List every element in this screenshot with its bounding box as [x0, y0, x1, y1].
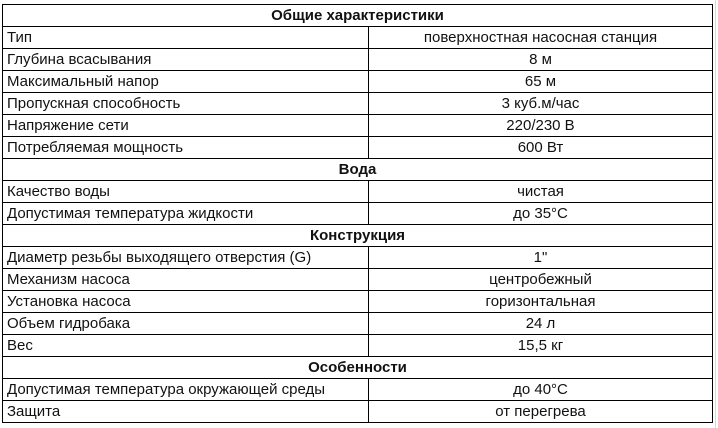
section-header-row: [3, 357, 713, 379]
section-title: Вода: [3, 159, 713, 181]
section-header-row: [3, 5, 713, 27]
table-row: [3, 71, 713, 93]
spec-value: 24 л: [369, 313, 713, 335]
specifications-table: [2, 4, 713, 423]
table-row: [3, 203, 713, 225]
spec-value: чистая: [369, 181, 713, 203]
table-row: [3, 335, 713, 357]
spec-value: 65 м: [369, 71, 713, 93]
table-row: [3, 115, 713, 137]
spec-value: 8 м: [369, 49, 713, 71]
table-row: [3, 27, 713, 49]
table-row: [3, 181, 713, 203]
table-row: [3, 137, 713, 159]
spec-label: Защита: [3, 401, 369, 423]
spec-value: поверхностная насосная станция: [369, 27, 713, 49]
spec-label: Потребляемая мощность: [3, 137, 369, 159]
spec-value: до 40°C: [369, 379, 713, 401]
spec-label: Тип: [3, 27, 369, 49]
table-row: [3, 269, 713, 291]
spec-value: 1": [369, 247, 713, 269]
spec-label: Максимальный напор: [3, 71, 369, 93]
spec-value: 15,5 кг: [369, 335, 713, 357]
spec-label: Установка насоса: [3, 291, 369, 313]
spec-label: Допустимая температура окружающей среды: [3, 379, 369, 401]
spec-value: 220/230 В: [369, 115, 713, 137]
section-header-row: [3, 225, 713, 247]
table-row: [3, 379, 713, 401]
table-row: [3, 291, 713, 313]
spec-label: Вес: [3, 335, 369, 357]
spreadsheet-gridline: [715, 0, 716, 428]
table-row: [3, 247, 713, 269]
spec-value: горизонтальная: [369, 291, 713, 313]
spec-label: Допустимая температура жидкости: [3, 203, 369, 225]
table-row: [3, 49, 713, 71]
spec-label: Напряжение сети: [3, 115, 369, 137]
spec-value: до 35°C: [369, 203, 713, 225]
section-title: Конструкция: [3, 225, 713, 247]
spec-label: Механизм насоса: [3, 269, 369, 291]
spec-label: Глубина всасывания: [3, 49, 369, 71]
table-row: [3, 401, 713, 423]
table-row: [3, 313, 713, 335]
table-row: [3, 93, 713, 115]
spec-label: Пропускная способность: [3, 93, 369, 115]
spec-value: 600 Вт: [369, 137, 713, 159]
spec-label: Качество воды: [3, 181, 369, 203]
spec-value: от перегрева: [369, 401, 713, 423]
section-title: Особенности: [3, 357, 713, 379]
spec-value: 3 куб.м/час: [369, 93, 713, 115]
spec-value: центробежный: [369, 269, 713, 291]
section-header-row: [3, 159, 713, 181]
spec-label: Диаметр резьбы выходящего отверстия (G): [3, 247, 369, 269]
spec-label: Объем гидробака: [3, 313, 369, 335]
section-title: Общие характеристики: [3, 5, 713, 27]
